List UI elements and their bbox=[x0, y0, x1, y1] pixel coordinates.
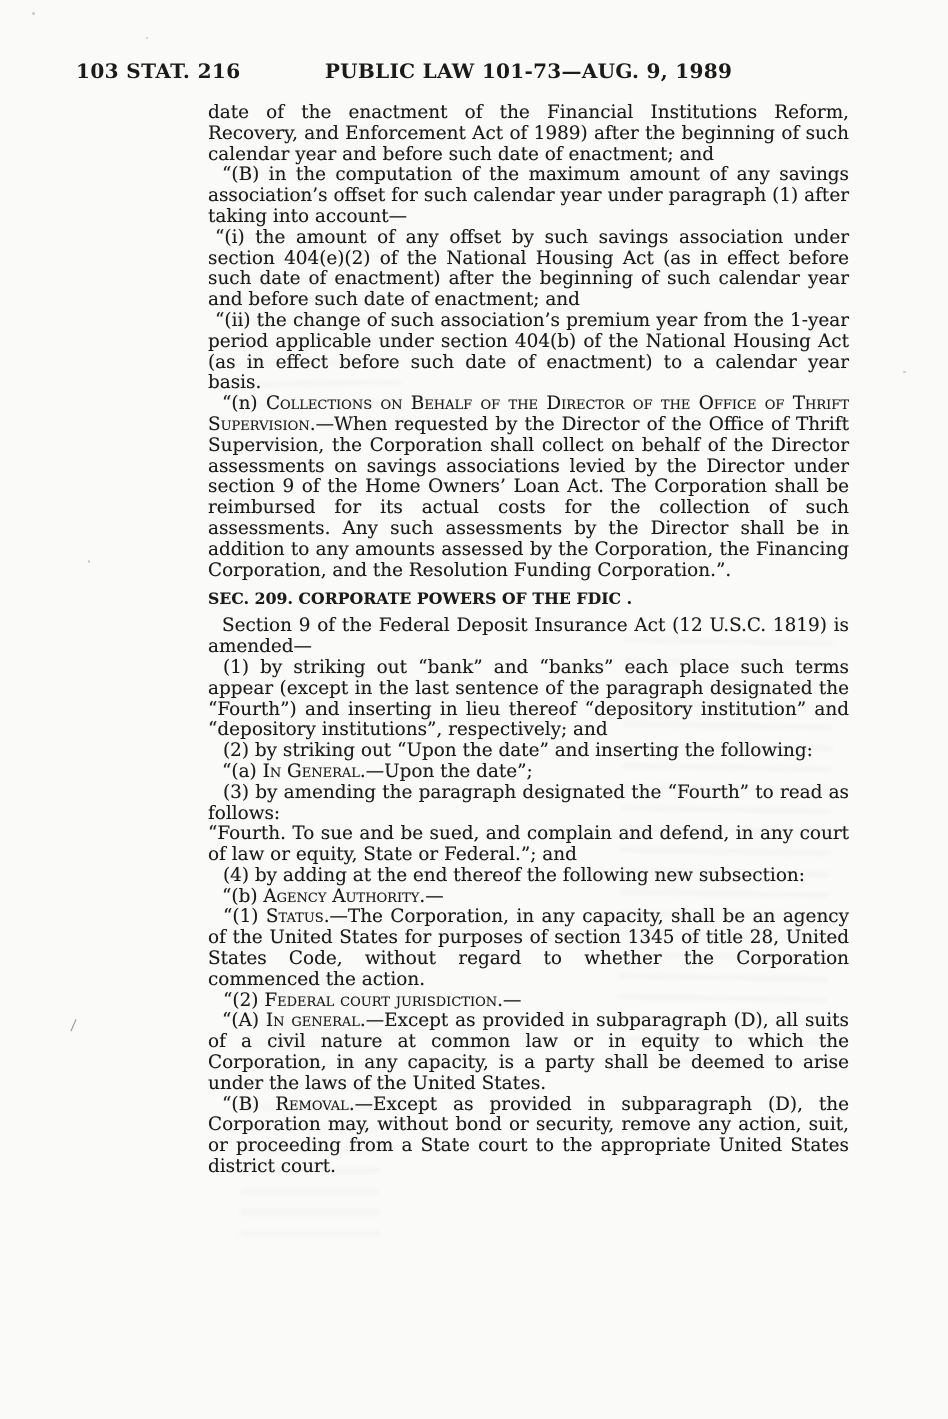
statute-paragraph bbox=[208, 103, 849, 165]
text-run: “(B) in the computation of the maximum amount of any savings association’s offset for such calendar year under paragraph (1) after taking into account— bbox=[208, 164, 849, 227]
scan-speck bbox=[146, 37, 148, 39]
statute-paragraph bbox=[208, 165, 849, 227]
small-caps-text: Removal bbox=[275, 1093, 349, 1115]
text-run: .—Upon the date”; bbox=[359, 760, 533, 782]
text-run: .—When requested by the Director of the Office of Thrift Supervision, the Corporation shall collect on behalf of the Director assessments on savings associations levied by the Director under section 9 of the Home Owners’ Loan Act. The Corporation shall be reimbursed for its actual costs for the collection of such assessments. Any such assessments by the Director shall be in addition to any amounts assessed by the Corporation, the Financing Corporation, and the Resolution Funding Corporation.”. bbox=[208, 413, 849, 581]
text-run: “(a) bbox=[222, 760, 263, 782]
section-heading: SEC. 209. CORPORATE POWERS OF THE FDIC . bbox=[208, 589, 633, 609]
text-run: .—The Corporation, in any capacity, shall be an agency of the United States for purposes of section 1345 of title 28, United States Code, without regard to whether the Corporation commenced the action. bbox=[208, 906, 849, 990]
text-run: (3) by amending the paragraph designated the “Fourth” to read as follows: bbox=[208, 781, 849, 824]
text-run: .—Except as provided in subparagraph (D), all suits of a civil nature at common law or in equity to which the Corporation, in any capacity, is a party shall be deemed to arise under the laws of the United States. bbox=[208, 1010, 849, 1094]
text-run: date of the enactment of the Financial Institutions Reform, Recovery, and Enforcement Act of 1989) after the beginning of such calendar year and before such date of enactment; and bbox=[208, 102, 849, 165]
statute-paragraph bbox=[208, 907, 849, 990]
statute-paragraph bbox=[208, 311, 849, 394]
small-caps-text: Agency Authority bbox=[263, 885, 420, 907]
text-run: (1) by striking out “bank” and “banks” each place such terms appear (except in the last sentence of the paragraph designated the “Fourth”) and inserting in lieu thereof “depository institution” and “depository institutions”, respectively; and bbox=[208, 656, 849, 741]
text-run: .— bbox=[419, 885, 444, 907]
text-run: .—Except as provided in subparagraph (D), the Corporation may, without bond or security, remove any action, suit, or proceeding from a State court to the appropriate United States district court. bbox=[208, 1093, 849, 1178]
statute-paragraph bbox=[208, 1095, 849, 1178]
statute-paragraph bbox=[208, 783, 849, 825]
text-run: “(b) bbox=[222, 885, 264, 907]
scan-speck bbox=[88, 560, 90, 563]
statute-paragraph bbox=[208, 991, 849, 1012]
statute-paragraph bbox=[208, 824, 849, 866]
statute-paragraph bbox=[208, 866, 849, 887]
small-caps-text: Status bbox=[265, 906, 324, 928]
statute-paragraph bbox=[208, 741, 849, 762]
stat-page-number: 103 STAT. 216 bbox=[76, 59, 241, 83]
document-body bbox=[208, 103, 849, 1178]
scan-speck bbox=[903, 371, 906, 373]
small-caps-text: In general bbox=[265, 1010, 360, 1032]
statute-paragraph bbox=[208, 1011, 849, 1094]
small-caps-text: Collections on Behalf of the Director of the Office of Thrift Supervision bbox=[208, 393, 849, 435]
statute-paragraph bbox=[208, 762, 849, 783]
text-run: “(A) bbox=[222, 1010, 266, 1032]
small-caps-text: Federal court jurisdiction bbox=[264, 989, 498, 1011]
text-run: “(n) bbox=[222, 393, 266, 415]
text-run: “(B) bbox=[222, 1093, 276, 1115]
text-run: “(1) bbox=[223, 906, 266, 928]
text-run: .— bbox=[497, 989, 522, 1011]
statute-paragraph bbox=[208, 887, 849, 908]
text-run: “(ii) the change of such association’s premium year from the 1-year period applicable under section 404(b) of the National Housing Act (as in effect before such date of enactment) to a calendar year basis. bbox=[208, 309, 849, 394]
public-law-title: PUBLIC LAW 101-73—AUG. 9, 1989 bbox=[324, 59, 733, 83]
statute-paragraph bbox=[208, 228, 849, 311]
small-caps-text: In General bbox=[262, 760, 360, 782]
statute-paragraph bbox=[208, 394, 849, 581]
scan-speck bbox=[32, 12, 35, 15]
statute-paragraph bbox=[208, 616, 849, 658]
text-run: (2) by striking out “Upon the date” and inserting the following: bbox=[223, 740, 813, 762]
running-head bbox=[0, 59, 948, 85]
text-run: “Fourth. To sue and be sued, and complain and defend, in any court of law or equity, State or Federal.”; and bbox=[208, 823, 849, 866]
text-run: “(2) bbox=[223, 989, 265, 1011]
text-run: (4) by adding at the end thereof the following new subsection: bbox=[223, 864, 805, 886]
text-run: “(i) the amount of any offset by such savings association under section 404(e)(2) of the National Housing Act (as in effect before such date of enactment) after the beginning of such calendar year and before such date of enactment; and bbox=[208, 226, 849, 311]
text-run: Section 9 of the Federal Deposit Insurance Act (12 U.S.C. 1819) is amended— bbox=[208, 615, 849, 658]
statute-paragraph bbox=[208, 658, 849, 741]
scan-slash-artifact: / bbox=[70, 1015, 77, 1035]
